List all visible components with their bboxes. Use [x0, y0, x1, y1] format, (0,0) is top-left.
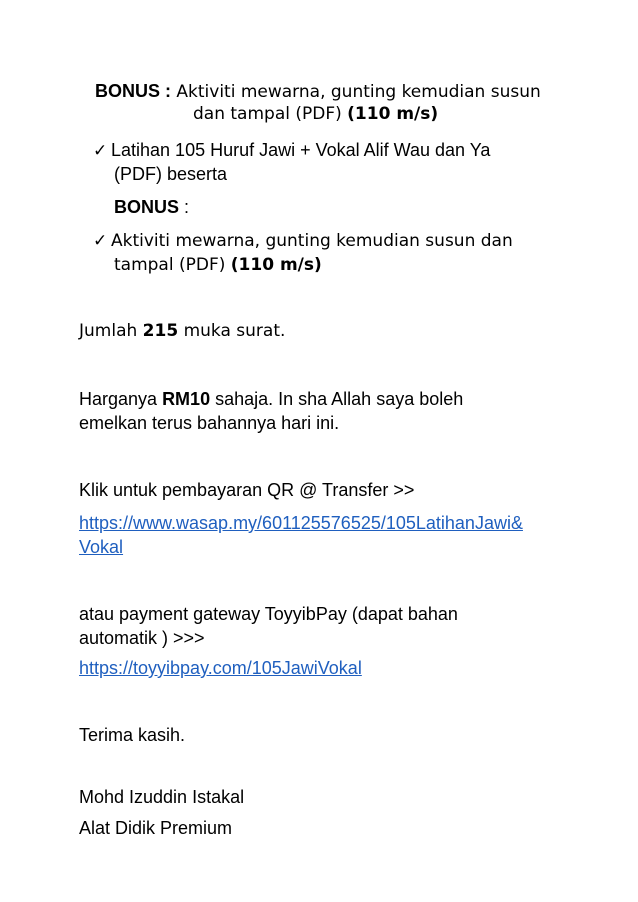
thanks-text: Terima kasih.	[79, 725, 186, 745]
price-pre: Harganya	[79, 389, 163, 409]
wasap-link-line-1[interactable]	[79, 512, 523, 534]
payment-qr-text	[79, 479, 414, 501]
bonus-text: Aktiviti mewarna, gunting kemudian susun	[171, 82, 541, 102]
qr-instruction: Klik untuk pembayaran QR @ Transfer >>	[79, 480, 415, 500]
wasap-link-line-2[interactable]	[79, 536, 123, 558]
gateway-text: atau payment gateway ToyyibPay (dapat bahan	[79, 604, 458, 624]
item-latihan-text: Latihan 105 Huruf Jawi + Vokal Alif Wau dan Ya	[111, 140, 491, 160]
gateway-line-2	[79, 627, 205, 649]
toyyib-link[interactable]: https://toyyibpay.com/105JawiVokal	[79, 658, 362, 678]
company-name: Alat Didik Premium	[79, 818, 233, 838]
price-amount: RM10	[162, 389, 211, 409]
checkmark-icon: ✓	[93, 141, 108, 160]
signature-name	[79, 786, 244, 808]
bonus-2-label: BONUS	[114, 197, 180, 217]
item-aktiviti-text-2: tampal (PDF)	[114, 255, 231, 275]
total-number: 215	[142, 321, 179, 341]
bonus-2	[114, 196, 189, 218]
item-latihan-text-2: (PDF) beserta	[114, 164, 228, 184]
item-latihan-line-2	[114, 163, 227, 185]
bonus-pages: (110 m/s)	[347, 104, 439, 124]
bonus-label: BONUS :	[95, 81, 171, 101]
bonus-cont: dan tampal (PDF)	[193, 104, 348, 124]
item-aktiviti-text: Aktiviti mewarna, gunting kemudian susun dan	[111, 231, 513, 251]
bonus-2-colon: :	[179, 197, 190, 217]
item-aktiviti-pages: (110 m/s)	[230, 255, 322, 275]
author-name: Mohd Izuddin Istakal	[79, 787, 245, 807]
price-line-1	[79, 388, 463, 410]
wasap-link-cont[interactable]: Vokal	[79, 537, 124, 557]
thanks	[79, 724, 185, 746]
gateway-line-1	[79, 603, 458, 625]
checkmark-icon: ✓	[93, 231, 108, 250]
price-line-2	[79, 412, 339, 434]
price-text-2: emelkan terus bahannya hari ini.	[79, 413, 340, 433]
bonus-line-2	[193, 102, 438, 125]
toyyib-link-line[interactable]	[79, 657, 362, 679]
total-pages	[79, 320, 285, 342]
price-post: sahaja. In sha Allah saya boleh	[210, 389, 464, 409]
bonus-line-1	[95, 80, 541, 103]
total-post: muka surat.	[178, 321, 286, 341]
item-aktiviti-line-1	[93, 229, 513, 252]
wasap-link[interactable]: https://www.wasap.my/601125576525/105LatihanJawi&	[79, 513, 523, 533]
total-pre: Jumlah	[79, 321, 143, 341]
gateway-text-2: automatik ) >>>	[79, 628, 205, 648]
item-aktiviti-line-2	[114, 253, 322, 276]
signature-company	[79, 817, 232, 839]
item-latihan-line-1	[93, 139, 490, 162]
